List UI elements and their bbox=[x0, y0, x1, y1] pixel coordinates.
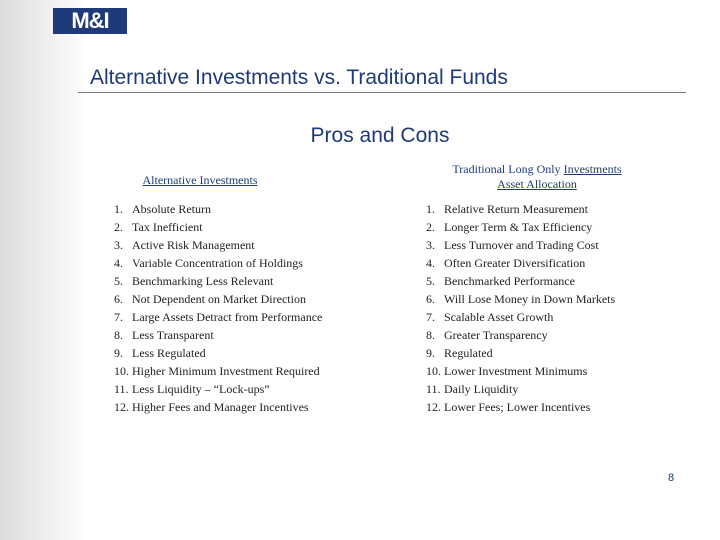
company-logo: M&I bbox=[53, 8, 127, 34]
list-item-number: 4. bbox=[114, 256, 123, 270]
list-item-text: Greater Transparency bbox=[444, 328, 548, 342]
list-item-text: Not Dependent on Market Direction bbox=[132, 292, 306, 306]
list-item-number: 2. bbox=[114, 220, 123, 234]
list-item-text: Daily Liquidity bbox=[444, 382, 519, 396]
list-item bbox=[114, 200, 374, 218]
list-item-text: Often Greater Diversification bbox=[444, 256, 586, 270]
list-item-number: 10. bbox=[426, 364, 441, 378]
list-item bbox=[426, 200, 656, 218]
right-column-heading bbox=[432, 162, 642, 192]
list-item bbox=[426, 290, 656, 308]
list-item-number: 5. bbox=[114, 274, 123, 288]
list-item bbox=[114, 308, 374, 326]
list-item bbox=[426, 218, 656, 236]
list-item-number: 11. bbox=[114, 382, 129, 396]
list-item bbox=[426, 362, 656, 380]
list-item-number: 11. bbox=[426, 382, 441, 396]
list-item-number: 5. bbox=[426, 274, 435, 288]
list-item-number: 8. bbox=[114, 328, 123, 342]
list-item-text: Lower Investment Minimums bbox=[444, 364, 588, 378]
list-item bbox=[114, 326, 374, 344]
title-divider bbox=[78, 92, 686, 93]
list-item-text: Less Turnover and Trading Cost bbox=[444, 238, 599, 252]
list-item-text: Active Risk Management bbox=[132, 238, 255, 252]
list-item-text: Less Regulated bbox=[132, 346, 206, 360]
list-item-number: 7. bbox=[426, 310, 435, 324]
list-item bbox=[426, 254, 656, 272]
list-item bbox=[426, 272, 656, 290]
list-item-text: Less Transparent bbox=[132, 328, 214, 342]
list-item bbox=[426, 308, 656, 326]
list-item-text: Absolute Return bbox=[132, 202, 211, 216]
list-item bbox=[114, 380, 374, 398]
list-item bbox=[114, 290, 374, 308]
list-item-number: 1. bbox=[114, 202, 123, 216]
list-item-text: Regulated bbox=[444, 346, 493, 360]
list-item-number: 12. bbox=[426, 400, 441, 414]
list-item bbox=[114, 272, 374, 290]
list-item bbox=[426, 326, 656, 344]
list-item-text: Variable Concentration of Holdings bbox=[132, 256, 303, 270]
left-column-heading bbox=[120, 173, 280, 188]
page-number: 8 bbox=[667, 472, 675, 484]
traditional-funds-list bbox=[426, 200, 656, 416]
list-item-text: Tax Inefficient bbox=[132, 220, 203, 234]
list-item-number: 12. bbox=[114, 400, 129, 414]
list-item-text: Less Liquidity – “Lock-ups” bbox=[132, 382, 270, 396]
right-heading-plain: Traditional Long Only bbox=[452, 162, 564, 176]
list-item-text: Lower Fees; Lower Incentives bbox=[444, 400, 591, 414]
alternative-investments-list bbox=[114, 200, 374, 416]
list-item bbox=[426, 236, 656, 254]
left-column-heading-text: Alternative Investments bbox=[142, 173, 258, 187]
left-gradient-margin bbox=[0, 0, 86, 540]
list-item-number: 6. bbox=[426, 292, 435, 306]
list-item bbox=[114, 398, 374, 416]
list-item bbox=[114, 344, 374, 362]
list-item-text: Scalable Asset Growth bbox=[444, 310, 554, 324]
list-item-number: 8. bbox=[426, 328, 435, 342]
right-column-heading-line1 bbox=[432, 162, 642, 177]
list-item bbox=[114, 362, 374, 380]
list-item-text: Longer Term & Tax Efficiency bbox=[444, 220, 593, 234]
list-item-number: 9. bbox=[114, 346, 123, 360]
list-item-number: 2. bbox=[426, 220, 435, 234]
list-item-text: Benchmarking Less Relevant bbox=[132, 274, 274, 288]
list-item bbox=[114, 254, 374, 272]
list-item bbox=[114, 218, 374, 236]
right-heading-underlined: Investments bbox=[563, 162, 622, 176]
slide-title: Alternative Investments vs. Traditional Funds bbox=[90, 66, 508, 89]
list-item-number: 3. bbox=[426, 238, 435, 252]
list-item-number: 3. bbox=[114, 238, 123, 252]
list-item-number: 9. bbox=[426, 346, 435, 360]
list-item-number: 10. bbox=[114, 364, 129, 378]
list-item-number: 7. bbox=[114, 310, 123, 324]
list-item-number: 6. bbox=[114, 292, 123, 306]
list-item-text: Higher Minimum Investment Required bbox=[132, 364, 320, 378]
list-item bbox=[426, 380, 656, 398]
list-item bbox=[426, 398, 656, 416]
list-item-text: Benchmarked Performance bbox=[444, 274, 575, 288]
list-item-text: Higher Fees and Manager Incentives bbox=[132, 400, 309, 414]
list-item-number: 1. bbox=[426, 202, 435, 216]
right-column-heading-line2: Asset Allocation bbox=[497, 177, 577, 191]
list-item bbox=[426, 344, 656, 362]
slide-subtitle: Pros and Cons bbox=[310, 124, 450, 147]
list-item-text: Relative Return Measurement bbox=[444, 202, 588, 216]
list-item-number: 4. bbox=[426, 256, 435, 270]
list-item-text: Large Assets Detract from Performance bbox=[132, 310, 323, 324]
list-item-text: Will Lose Money in Down Markets bbox=[444, 292, 616, 306]
list-item bbox=[114, 236, 374, 254]
